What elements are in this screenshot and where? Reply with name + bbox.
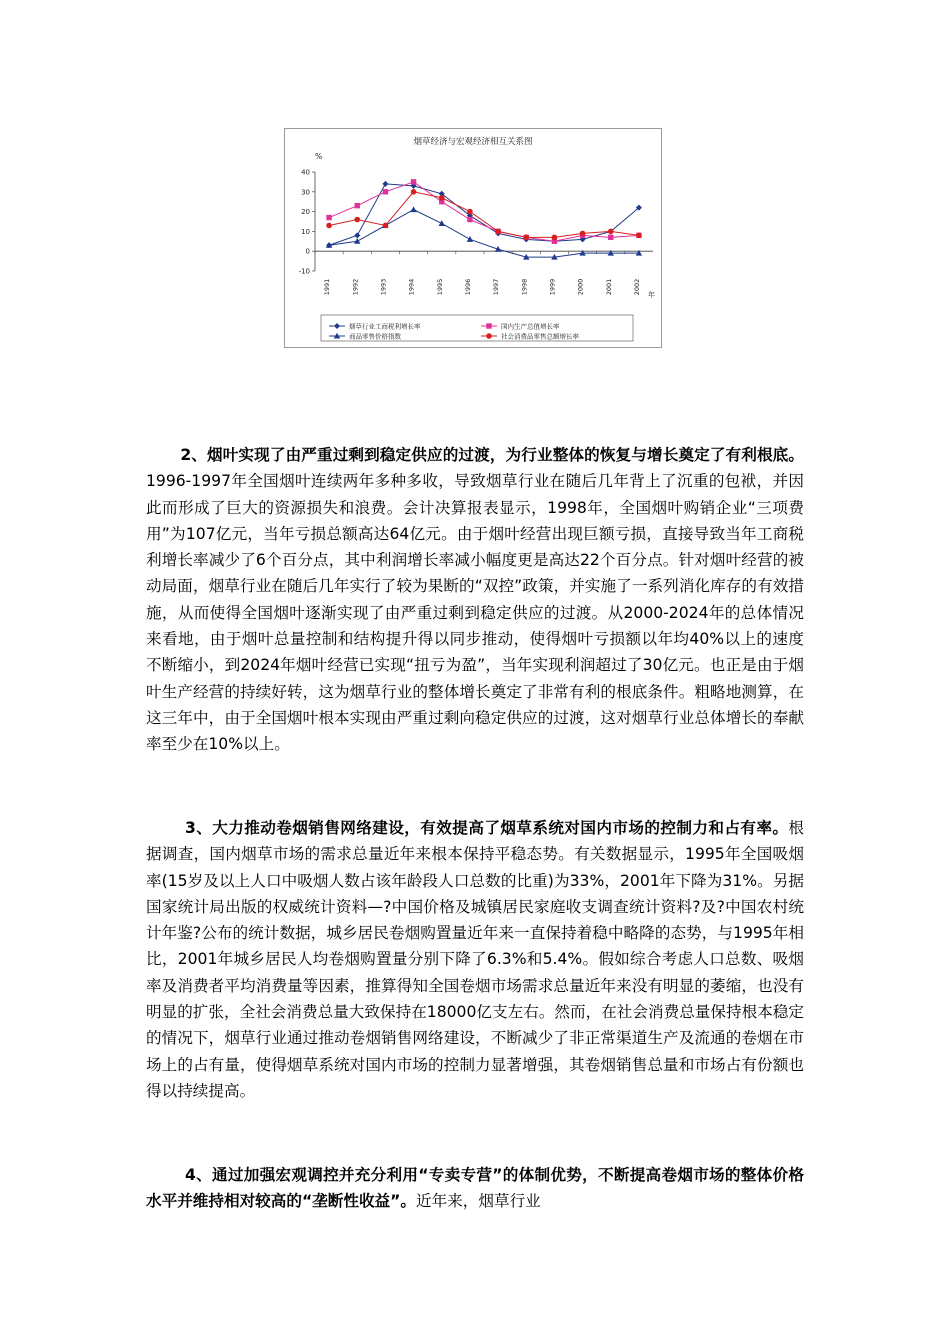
x-tick-label: 1992 [351, 278, 360, 296]
y-tick-label: 0 [305, 247, 310, 256]
series-3-point [410, 206, 416, 212]
paragraph-3-body: 根据调查，国内烟草市场的需求总量近年来根本保持平稳态势。有关数据显示，1995年全国吸烟率(15岁及以上人口中吸烟人数占该年龄段人口总数的比重)为33%，2001年下降为31%。另据国家统计局出版的权威统计资料—?中国价格及城镇居民家庭收支调查统计资料?及?中国农村统计年鉴?公布的统计数据，城乡居民卷烟购置量近年来一直保持着稳中略降的态势，与1995年相比，2001年城乡居民人均卷烟购置量分别下降了6.3%和5.4%。假如综合考虑人口总数、吸烟率及消费者平均消费量等因素，推算得知全国卷烟市场需求总量近年来没有明显的萎缩，也没有明显的扩张，全社会消费总量大致保持在18000亿支左右。然而，在社会消费总量保持根本稳定的情况下，烟草行业通过推动卷烟销售网络建设，不断减少了非正常渠道生产及流通的卷烟在市场上的占有量，使得烟草系统对国内市场的控制力显著增强，其卷烟销售总量和市场占有份额也得以持续提高。 [146, 819, 804, 1100]
series-4-point [354, 217, 360, 223]
x-tick-label: 2000 [576, 278, 585, 296]
series-1-point [382, 181, 388, 187]
legend-label: 商品零售价格指数 [349, 332, 401, 341]
series-4-point [523, 235, 529, 241]
series-2-point [326, 215, 331, 220]
paragraph-2-heading: 2、烟叶实现了由严重过剩到稳定供应的过渡，为行业整体的恢复与增长奠定了有利根底。 [180, 446, 804, 464]
paragraph-3-heading: 3、大力推动卷烟销售网络建设，有效提高了烟草系统对国内市场的控制力和占有率。 [185, 819, 789, 837]
paragraph-4-heading: 4、通过加强宏观调控并充分利用“专卖专营”的体制优势，不断提高卷烟市场的整体价格水平并维持相对较高的“垄断性收益”。 [146, 1166, 804, 1211]
x-tick-label: 1998 [520, 278, 529, 296]
series-2-point [608, 235, 613, 240]
y-tick-label: 20 [301, 208, 310, 217]
series-4-point [552, 235, 558, 241]
series-1-point [354, 232, 360, 238]
series-4-point [495, 229, 501, 235]
y-tick-label: 40 [301, 168, 310, 177]
legend-marker [486, 333, 492, 339]
legend-marker [486, 323, 491, 328]
y-tick-label: 10 [301, 227, 310, 236]
series-4-point [636, 233, 642, 239]
x-tick-label: 2001 [604, 278, 613, 296]
line-chart [285, 129, 661, 347]
legend-marker [334, 323, 340, 329]
x-tick-label: 1995 [435, 278, 444, 296]
x-tick-label: 1997 [492, 278, 501, 296]
paragraph-2 [146, 442, 804, 758]
series-2-point [411, 179, 416, 184]
series-4-point [326, 223, 332, 229]
series-4-point [439, 195, 445, 201]
chart-figure [284, 128, 662, 348]
series-4-point [608, 229, 614, 235]
x-tick-label: 1999 [548, 278, 557, 296]
series-3-point [439, 220, 445, 226]
x-tick-label: 1991 [323, 278, 332, 296]
paragraph-2-body: 1996-1997年全国烟叶连续两年多种多收，导致烟草行业在随后几年背上了沉重的包袱，并因此而形成了巨大的资源损失和浪费。会计决算报表显示，1998年，全国烟叶购销企业“三项费用”为107亿元，当年亏损总额高达64亿元。由于烟叶经营出现巨额亏损，直接导致当年工商税利增长率减少了6个百分点，其中利润增长率减小幅度更是高达22个百分点。针对烟叶经营的被动局面，烟草行业在随后几年实行了较为果断的“双控”政策，并实施了一系列消化库存的有效措施，从而使得全国烟叶逐渐实现了由严重过剩到稳定供应的过渡。从2000-2024年的总体情况来看地，由于烟叶总量控制和结构提升得以同步推动，使得烟叶亏损额以年均40%以上的速度不断缩小，到2024年烟叶经营已实现“扭亏为盈”，当年实现利润超过了30亿元。也正是由于烟叶生产经营的持续好转，这为烟草行业的整体增长奠定了非常有利的根底条件。粗略地测算，在这三年中，由于全国烟叶根本实现由严重过剩向稳定供应的过渡，这对烟草行业总体增长的奉献率至少在10%以上。 [146, 472, 804, 754]
x-tick-label: 1994 [407, 278, 416, 296]
series-4-point [467, 209, 473, 215]
series-2-point [467, 217, 472, 222]
series-2-point [383, 189, 388, 194]
legend-label: 国内生产总值增长率 [501, 322, 560, 331]
paragraph-4-body: 近年来，烟草行业 [416, 1192, 541, 1211]
series-2 [326, 179, 641, 244]
series-4-point [411, 189, 417, 195]
series-4-point [580, 231, 586, 237]
legend-label: 烟草行业工商税利增长率 [349, 322, 421, 331]
series-3-line [329, 210, 639, 258]
series-1 [326, 181, 642, 248]
y-axis-unit: % [315, 152, 323, 161]
series-3-point [467, 236, 473, 242]
series-4-point [383, 223, 389, 229]
y-tick-label: -10 [298, 267, 310, 276]
x-tick-label: 1993 [379, 278, 388, 296]
y-tick-label: 30 [301, 188, 310, 197]
paragraph-4 [146, 1162, 804, 1215]
chart-title: 烟草经济与宏观经济相互关系图 [413, 137, 533, 147]
x-tick-label: 2002 [632, 278, 641, 296]
x-tick-label: 1996 [463, 278, 472, 296]
series-3-point [354, 238, 360, 244]
x-axis-unit: 年 [648, 291, 655, 299]
paragraph-3 [146, 815, 804, 1104]
legend-label: 社会消费品零售总额增长率 [501, 332, 579, 341]
series-2-point [355, 203, 360, 208]
